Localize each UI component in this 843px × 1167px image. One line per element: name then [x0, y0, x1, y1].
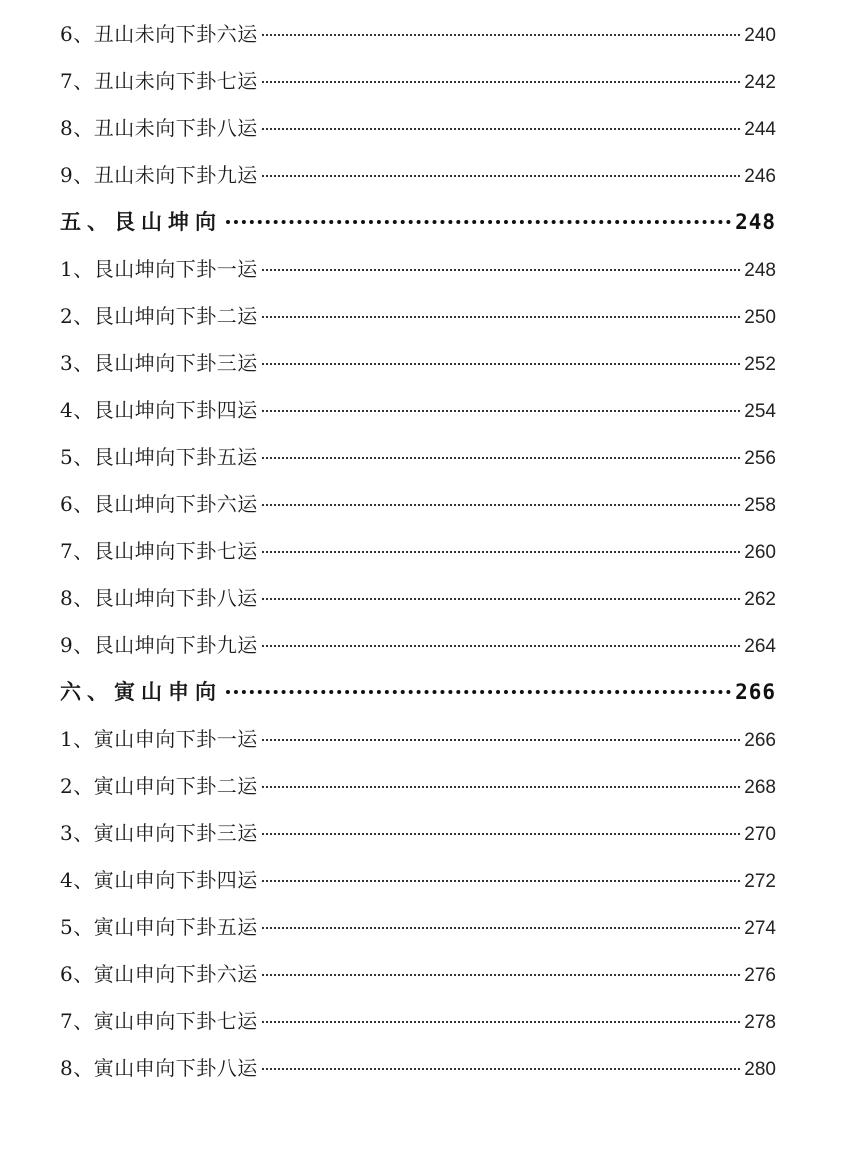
toc-dot-leader — [262, 34, 741, 36]
toc-entry-label: 6、丑山未向下卦六运 — [60, 22, 258, 46]
toc-page-number: 256 — [744, 448, 776, 469]
toc-page-number: 258 — [744, 495, 776, 516]
toc-dot-leader — [262, 410, 741, 412]
toc-entry[interactable] — [60, 105, 776, 152]
toc-entry[interactable] — [60, 152, 776, 199]
toc-entry-label: 6、寅山申向下卦六运 — [60, 962, 258, 986]
toc-entry-label: 4、寅山申向下卦四运 — [60, 868, 258, 892]
toc-entry-label: 六、寅山申向 — [60, 680, 222, 704]
toc-page-number: 266 — [735, 680, 776, 704]
toc-dot-leader — [262, 457, 741, 459]
toc-page-number: 266 — [744, 730, 776, 751]
toc-entry-label: 5、艮山坤向下卦五运 — [60, 445, 258, 469]
toc-dot-leader — [262, 81, 741, 83]
toc-dot-leader — [262, 551, 741, 553]
toc-entry[interactable] — [60, 11, 776, 58]
toc-page-number: 242 — [744, 72, 776, 93]
toc-dot-leader — [262, 269, 741, 271]
toc-entry[interactable] — [60, 246, 776, 293]
toc-page-number: 248 — [735, 210, 776, 234]
toc-page-number: 246 — [744, 166, 776, 187]
toc-page-number: 254 — [744, 401, 776, 422]
toc-page-number: 280 — [744, 1059, 776, 1080]
toc-entry[interactable] — [60, 763, 776, 810]
toc-section-heading[interactable] — [60, 669, 776, 716]
toc-entry[interactable] — [60, 481, 776, 528]
toc-dot-leader — [262, 363, 741, 365]
toc-page-number: 250 — [744, 307, 776, 328]
toc-section-heading[interactable] — [60, 199, 776, 246]
toc-dot-leader — [226, 690, 731, 694]
toc-dot-leader — [262, 739, 741, 741]
toc-entry[interactable] — [60, 622, 776, 669]
toc-entry-label: 9、艮山坤向下卦九运 — [60, 633, 258, 657]
toc-entry[interactable] — [60, 340, 776, 387]
toc-entry-label: 5、寅山申向下卦五运 — [60, 915, 258, 939]
toc-entry-label: 2、寅山申向下卦二运 — [60, 774, 258, 798]
toc-page-number: 276 — [744, 965, 776, 986]
toc-list — [60, 11, 776, 1092]
toc-entry-label: 8、寅山申向下卦八运 — [60, 1056, 258, 1080]
toc-dot-leader — [262, 175, 741, 177]
toc-dot-leader — [262, 833, 741, 835]
toc-entry[interactable] — [60, 904, 776, 951]
toc-dot-leader — [262, 880, 741, 882]
toc-entry-label: 9、丑山未向下卦九运 — [60, 163, 258, 187]
toc-dot-leader — [262, 927, 741, 929]
toc-entry-label: 1、寅山申向下卦一运 — [60, 727, 258, 751]
toc-entry[interactable] — [60, 434, 776, 481]
toc-entry-label: 7、寅山申向下卦七运 — [60, 1009, 258, 1033]
toc-dot-leader — [262, 1068, 741, 1070]
toc-entry-label: 五、艮山坤向 — [60, 210, 222, 234]
toc-dot-leader — [262, 974, 741, 976]
toc-page-number: 244 — [744, 119, 776, 140]
toc-entry-label: 2、艮山坤向下卦二运 — [60, 304, 258, 328]
toc-entry-label: 8、艮山坤向下卦八运 — [60, 586, 258, 610]
toc-dot-leader — [226, 220, 731, 224]
toc-entry-label: 8、丑山未向下卦八运 — [60, 116, 258, 140]
toc-page-number: 260 — [744, 542, 776, 563]
toc-entry[interactable] — [60, 716, 776, 763]
toc-page-number: 264 — [744, 636, 776, 657]
toc-entry[interactable] — [60, 387, 776, 434]
toc-dot-leader — [262, 1021, 741, 1023]
toc-entry-label: 7、丑山未向下卦七运 — [60, 69, 258, 93]
toc-page-number: 268 — [744, 777, 776, 798]
toc-entry[interactable] — [60, 575, 776, 622]
toc-dot-leader — [262, 786, 741, 788]
toc-entry-label: 3、寅山申向下卦三运 — [60, 821, 258, 845]
toc-page-number: 278 — [744, 1012, 776, 1033]
toc-entry-label: 6、艮山坤向下卦六运 — [60, 492, 258, 516]
toc-page-number: 252 — [744, 354, 776, 375]
toc-entry[interactable] — [60, 293, 776, 340]
toc-dot-leader — [262, 128, 741, 130]
toc-page-number: 262 — [744, 589, 776, 610]
toc-entry-label: 1、艮山坤向下卦一运 — [60, 257, 258, 281]
table-of-contents — [60, 11, 776, 1092]
toc-entry[interactable] — [60, 528, 776, 575]
toc-dot-leader — [262, 598, 741, 600]
toc-entry[interactable] — [60, 998, 776, 1045]
toc-entry[interactable] — [60, 810, 776, 857]
toc-entry[interactable] — [60, 857, 776, 904]
toc-page-number: 272 — [744, 871, 776, 892]
toc-entry-label: 7、艮山坤向下卦七运 — [60, 539, 258, 563]
toc-dot-leader — [262, 316, 741, 318]
toc-page-number: 240 — [744, 25, 776, 46]
toc-entry[interactable] — [60, 951, 776, 998]
toc-entry[interactable] — [60, 58, 776, 105]
toc-page-number: 248 — [744, 260, 776, 281]
toc-dot-leader — [262, 645, 741, 647]
toc-entry[interactable] — [60, 1045, 776, 1092]
toc-entry-label: 4、艮山坤向下卦四运 — [60, 398, 258, 422]
toc-dot-leader — [262, 504, 741, 506]
toc-page-number: 274 — [744, 918, 776, 939]
toc-page-number: 270 — [744, 824, 776, 845]
toc-entry-label: 3、艮山坤向下卦三运 — [60, 351, 258, 375]
